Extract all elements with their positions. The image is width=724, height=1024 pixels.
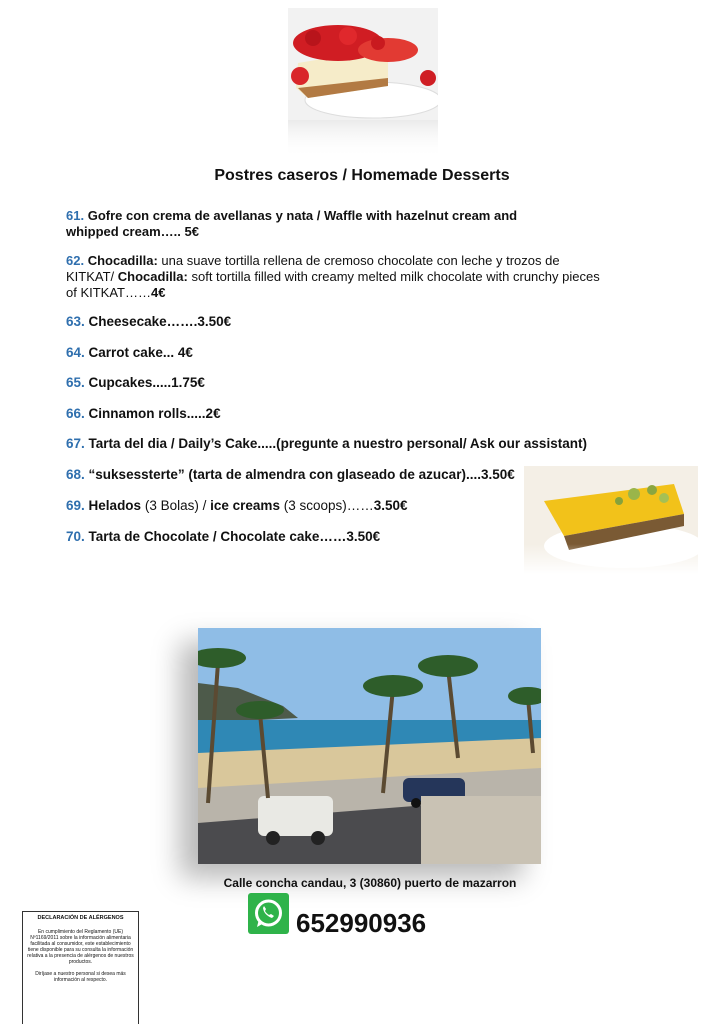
menu-item-61: [66, 208, 626, 240]
allergen-note: Diríjase a nuestro personal si desea más información al respecto.: [35, 971, 126, 983]
menu-item-70: [66, 529, 516, 545]
item-portion-es: (3 Bolas) /: [144, 498, 207, 513]
item-name-en: Chocadilla:: [117, 269, 188, 284]
item-text: Cinnamon rolls.....2€: [88, 406, 221, 421]
item-number: 64.: [66, 345, 85, 360]
item-portion-en: (3 scoops)……: [283, 498, 374, 513]
item-name-es: Chocadilla:: [87, 253, 158, 268]
allergen-heading: DECLARACIÓN DE ALÉRGENOS: [37, 915, 124, 921]
menu-item-69: [66, 498, 516, 514]
item-desc-en: soft tortilla filled with creamy melted milk chocolate with crunchy pieces: [191, 269, 600, 284]
item-desc-es: una suave tortilla rellena de cremoso chocolate con leche y trozos de: [161, 253, 560, 268]
allergen-declaration: [22, 911, 139, 1024]
item-number: 70.: [66, 529, 85, 544]
cheesecake-photo: [288, 8, 438, 158]
item-name-es: Helados: [88, 498, 142, 513]
item-number: 66.: [66, 406, 85, 421]
item-text: Cupcakes.....1.75€: [88, 375, 205, 390]
item-number: 68.: [66, 467, 85, 482]
beach-photo: [198, 628, 541, 864]
item-text: Tarta del dia / Daily’s Cake.....(pregunte a nuestro personal/ Ask our assistant): [88, 436, 587, 451]
phone-number[interactable]: 652990936: [296, 908, 427, 938]
menu-item-65: [66, 375, 626, 391]
item-price: 4€: [151, 285, 166, 300]
whatsapp-icon: [248, 893, 289, 934]
item-text: Tarta de Chocolate / Chocolate cake……3.50€: [88, 529, 381, 544]
tart-photo: [524, 466, 698, 574]
menu-item-62: [66, 253, 646, 301]
item-price: 3.50€: [373, 498, 408, 513]
item-line2-a: KITKAT/: [66, 269, 115, 284]
item-text: Carrot cake... 4€: [88, 345, 193, 360]
item-number: 61.: [66, 208, 85, 223]
item-number: 65.: [66, 375, 85, 390]
menu-item-63: [66, 314, 626, 330]
item-text: “suksessterte” (tarta de almendra con glaseado de azucar)....3.50€: [88, 467, 515, 482]
item-number: 67.: [66, 436, 85, 451]
menu-item-68: [66, 467, 526, 483]
item-text-line2: whipped cream….. 5€: [66, 224, 199, 239]
menu-item-67: [66, 436, 666, 452]
item-number: 69.: [66, 498, 85, 513]
item-line3: of KITKAT……: [66, 285, 151, 300]
item-number: 63.: [66, 314, 85, 329]
menu-item-66: [66, 406, 626, 422]
allergen-text: En cumplimiento del Reglamento (UE) Nº1169/2011 sobre la información alimentaria facilitada al consumidor, este establecimiento tiene disponible para su consulta la información relativa a la presencia de alérgenos de nuestros productos.: [27, 929, 134, 965]
item-text: Gofre con crema de avellanas y nata / Waffle with hazelnut cream and: [87, 208, 518, 223]
page-title: Postres caseros / Homemade Desserts: [214, 167, 510, 184]
menu-item-64: [66, 345, 626, 361]
item-number: 62.: [66, 253, 85, 268]
address: Calle concha candau, 3 (30860) puerto de mazarron: [223, 876, 517, 890]
item-text: Cheesecake…….3.50€: [88, 314, 232, 329]
item-name-en: ice creams: [210, 498, 280, 513]
